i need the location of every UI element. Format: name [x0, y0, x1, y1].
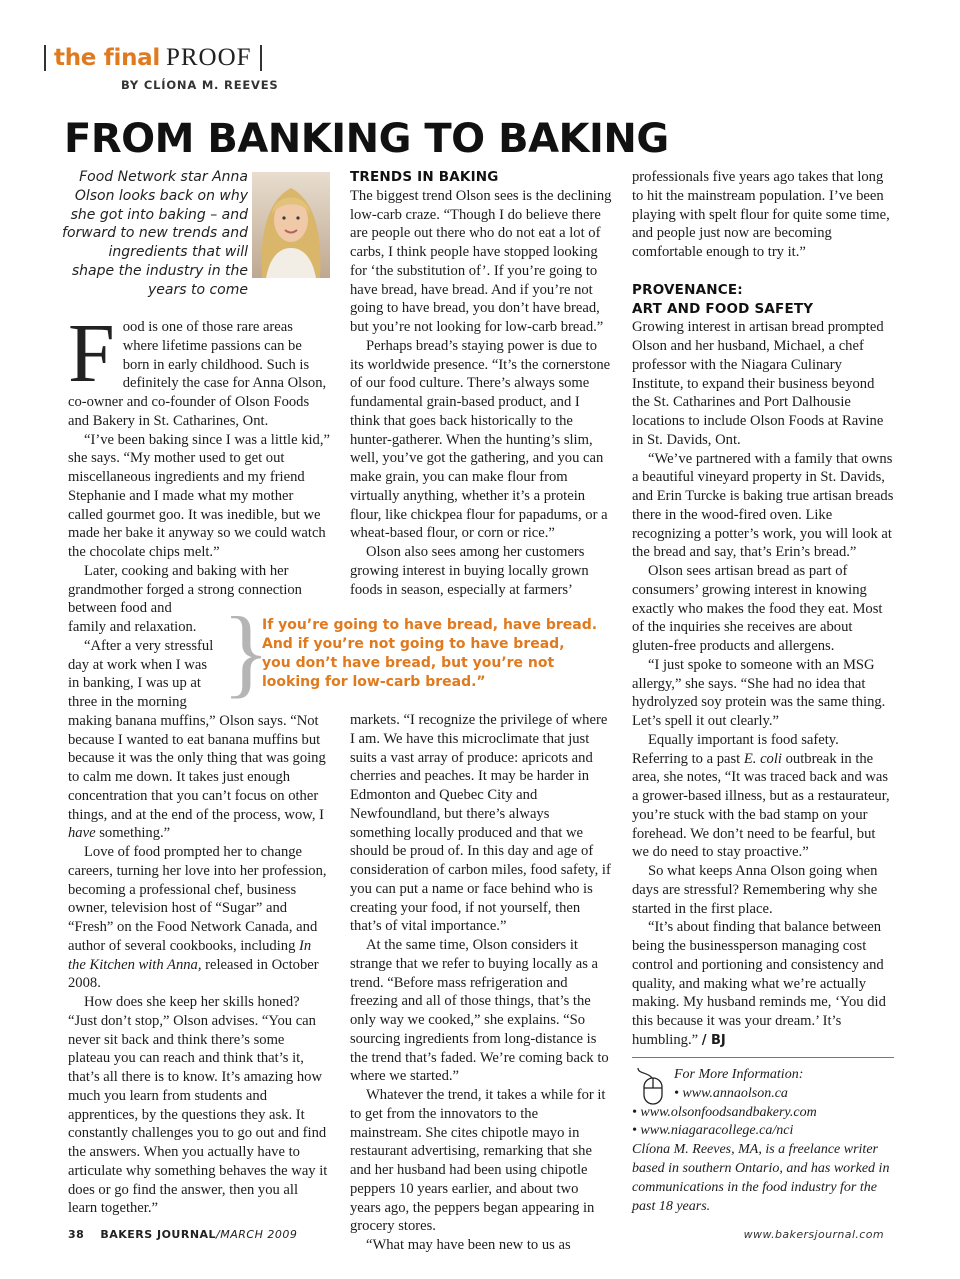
header-divider-right — [260, 45, 262, 71]
paragraph: Later, cooking and baking with her grandmother forged a strong connection between food and — [68, 562, 302, 617]
pull-quote-text: If you’re going to have bread, have bread. And if you’re not going to have bread, you don’t have bread, but you’re not looking for low-carb bread.” — [262, 617, 598, 690]
pull-quote — [222, 596, 622, 707]
paragraph: Love of food prompted her to change careers, turning her love into her profession, becoming a professional chef, business owner, television host of “Sugar” and “Fresh” on the Food Network Canada, and author of several cookbooks, including In the Kitchen with Anna, released in October 2008. — [68, 844, 327, 992]
paragraph: How does she keep her skills honed? “Just don’t stop,” Olson advises. “You can never sit back and think there’s some plateau you can reach and think that’s it, that’s all there is to know. It’s amazing how much you learn from students and apprentices, by the questions they ask. It constantly challenges you to go out and find the answers. When you actually have to articulate why something behaves the way it does or go find the answer, then you all learn together.” — [68, 994, 328, 1217]
section-heading: TRENDS IN BAKING — [350, 169, 499, 185]
paragraph: markets. “I recognize the privilege of where I am. We have this microclimate that just suits a vast array of produce: apricots and cherries and peaches. It may be harder in Edmonton and Quebec City and Newfoundland, but there’s always something locally produced and that we should be proud of. In this day and age of consideration of carbon miles, food safety, if you can put a name or face behind who is creating your food, if not yourself, then that’s of vital importance.” — [350, 712, 611, 935]
header-divider-left — [44, 45, 46, 71]
signoff: / BJ — [701, 1032, 726, 1048]
paragraph: in banking, I was up at — [68, 675, 201, 692]
issue-date: /MARCH 2009 — [216, 1228, 298, 1241]
paragraph: Growing interest in artisan bread prompted Olson and her husband, Michael, a chef professor with the Niagara Culinary Institute, to expand their business beyond the St. Catharines and Port Dalhousie locations to include Olson Foods at Ravine in St. Davids, Ont. — [632, 319, 884, 448]
paragraph: “I just spoke to someone with an MSG allergy,” she says. “She had no idea that hydrolyzed soy protein was the same thing. Let’s spell it out clearly.” — [632, 656, 886, 729]
paragraph: “We’ve partnered with a family that owns a beautiful vineyard property in St. Davids, and Erin Turcke is baking true artisan breads there in the wood-fired oven. Like recognizing a potter’s work, you will look at the bread and say, that’s Erin’s bread.” — [632, 450, 894, 561]
page-number: 38 — [68, 1228, 85, 1241]
article-column-2-top — [350, 168, 612, 599]
section-name: PROOF — [165, 44, 252, 71]
paragraph: “I’ve been baking since I was a little kid,” she says. “My mother used to get out miscellaneous ingredients and my friend Stephanie and I made what my mother called gourmet goo. It was inedible, but we made her bake it anyway so we could watch the chocolate chips melt.” — [68, 431, 330, 560]
paragraph: Whatever the trend, it takes a while for it to get from the innovators to the mainstream. She cites chipotle mayo in restaurant advertising, remarking that she and her husband had been using chipotle peppers 10 years earlier, and about two years ago, the peppers began appearing in grocery stores. — [350, 1087, 606, 1235]
paragraph: “It’s about finding that balance between being the businessperson managing cost control and portioning and consistency and quality, and making what we’re actually making. My husband reminds me, ‘You did this because it was your dream.’ It’s humbling.” / BJ — [632, 919, 886, 1048]
drop-cap: F — [68, 307, 115, 400]
author-photo — [252, 172, 330, 278]
info-link[interactable]: • www.niagaracollege.ca/nci — [632, 1123, 794, 1139]
article-title: FROM BANKING TO BAKING — [64, 116, 669, 162]
section-kicker: the final — [54, 45, 160, 71]
paragraph: “After a very stressful — [84, 637, 214, 654]
paragraph: Perhaps bread’s staying power is due to its worldwide presence. “It’s the cornerstone of our food culture. There’s always some fundamental grain-based product, and I think that goes back historically to the hunter-gatherer. When the hunting’s slim, well, you’ve got the gathering, and you can make grain, you can make flour from virtually anything, whether it’s a protein flour, like chickpea flour for papadums, or a wheat-based flour, or corn or rice.” — [350, 337, 611, 542]
footer-url[interactable]: www.bakersjournal.com — [743, 1228, 884, 1241]
paragraph: family and relaxation. — [68, 619, 197, 635]
paragraph: Equally important is food safety. Referring to a past E. coli outbreak in the area, she notes, “It was traced back and was a grower-based illness, but as a restaurateur, you’re stuck with the bad stamp on your forehead. We don’t need to be fearful, but we do need to stay proactive.” — [632, 731, 890, 861]
paragraph: So what keeps Anna Olson going when days are stressful? Remembering why she started in the first place. — [632, 863, 878, 917]
footer-folio — [68, 1228, 297, 1241]
info-link[interactable]: • www.annaolson.ca — [674, 1085, 788, 1101]
article-column-3 — [632, 168, 894, 1051]
info-link[interactable]: • www.olsonfoodsandbakery.com — [632, 1104, 817, 1120]
publication-name: BAKERS JOURNAL — [100, 1228, 217, 1241]
paragraph: Olson also sees among her customers growing interest in buying locally grown foods in season, especially at farmers’ — [350, 544, 589, 598]
paragraph: professionals five years ago takes that long to hit the mainstream population. I’ve been playing with spelt flour for quite some time, and people just now are becoming comfortable enough to try it.” — [632, 169, 890, 260]
pull-quote-brace: } — [222, 596, 270, 707]
section-header — [44, 44, 262, 72]
article-deck: Food Network star Anna Olson looks back on why she got into baking – and forward to new trends and ingredients that will shape the industry in the years to come — [62, 169, 248, 298]
info-divider — [632, 1057, 894, 1058]
paragraph: “What may have been new to us as — [366, 1237, 571, 1253]
paragraph: day at work when I was — [68, 656, 208, 673]
paragraph: ood is one of those rare areas where lifetime passions can be born in early childhood. Such is definitely the case for Anna Olson, co-owner and co-founder of Olson Foods and Bakery in St. Catharines, Ont. — [68, 319, 327, 429]
section-heading: PROVENANCE: — [632, 281, 743, 298]
article-column-2-bottom — [350, 711, 612, 1255]
section-heading: ART AND FOOD SAFETY — [632, 300, 814, 317]
paragraph: three in the morning — [68, 694, 187, 710]
paragraph: Olson sees artisan bread as part of consumers’ growing interest in knowing exactly who makes the food they eat. Most of the inquiries she receives are about gluten-free products and allergens. — [632, 563, 883, 654]
paragraph: making banana muffins,” Olson says. “Not because I wanted to eat banana muffins but because it was the only thing that was going to calm me down. It takes just enough concentration that you can’t focus on other things, and at the end of the process, wow, I have something.” — [68, 712, 326, 842]
author-bio: Clíona M. Reeves, MA, is a freelance writer based in southern Ontario, and has worked in communications in the food industry for the past 18 years. — [632, 1142, 890, 1214]
byline: BY CLÍONA M. REEVES — [121, 78, 279, 92]
info-heading: For More Information: — [674, 1067, 804, 1082]
article-column-1 — [68, 307, 330, 1218]
more-info-box — [632, 1066, 902, 1216]
mouse-icon — [634, 1066, 668, 1113]
portrait-image — [252, 172, 330, 278]
paragraph: At the same time, Olson considers it strange that we refer to buying locally as a trend. “Before mass refrigeration and freezing and all of those things, that’s the only way we cooked,” she explains. “So sourcing ingredients from long-distance is the trend that’s faded. We’re coming back to where we started.” — [350, 937, 609, 1085]
paragraph: The biggest trend Olson sees is the declining low-carb craze. “Though I do believe there are people out there who do not eat a lot of carbs, I think people have stopped looking for ‘the substitution of’. If you’re going to have bread, have bread. And if you’re not going to have bread, you don’t have bread, but you’re not looking for low-carb bread.” — [350, 187, 612, 335]
